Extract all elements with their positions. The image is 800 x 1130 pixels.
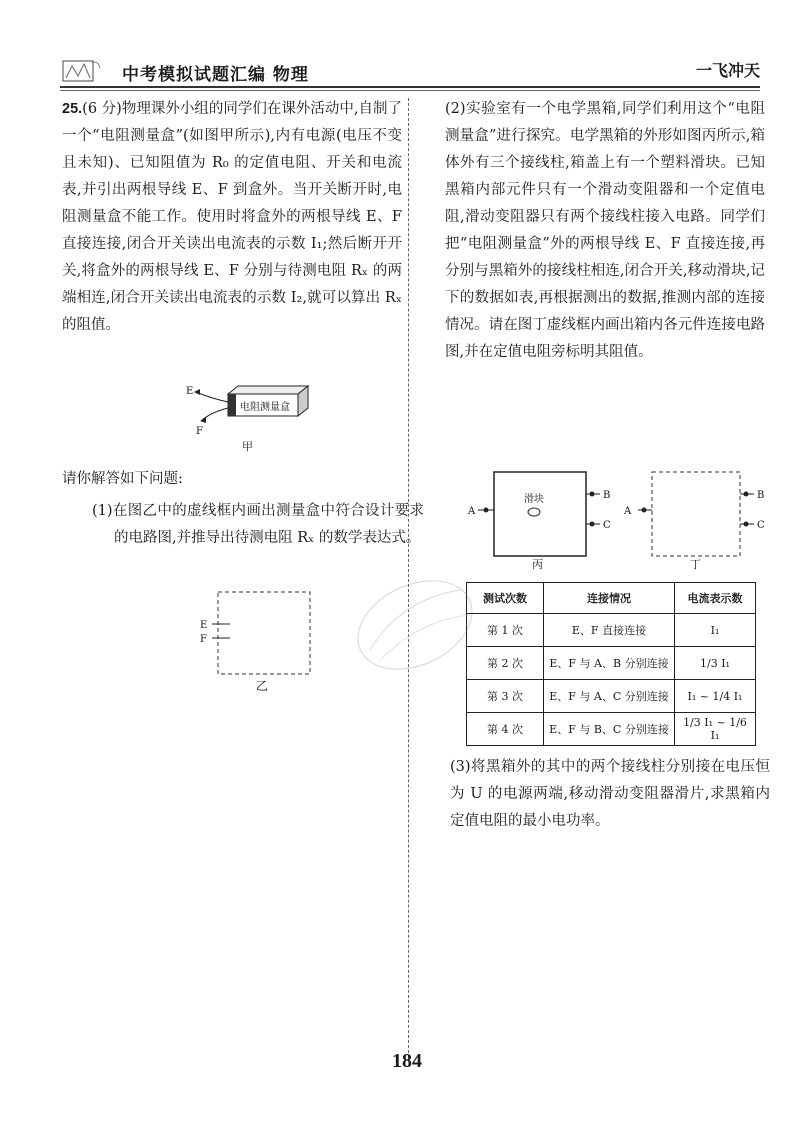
question-part-1: (1)在图乙中的虚线框内画出测量盒中符合设计要求的电路图,并推导出待测电阻 Rₓ 的数学表达式。 <box>92 503 424 546</box>
header-rule-thin <box>60 90 760 91</box>
question-number: 25. <box>62 101 83 117</box>
table-row <box>467 680 756 713</box>
cell-connection: E、F 与 A、C 分别连接 <box>544 680 675 713</box>
bing-term-c: C <box>603 520 611 531</box>
header-current: 电流表示数 <box>675 583 756 614</box>
yi-wire-f: F <box>200 634 207 645</box>
question-intro <box>62 96 402 339</box>
cell-connection: E、F 与 A、B 分别连接 <box>544 647 675 680</box>
ding-term-b: B <box>757 490 765 501</box>
wire-f-label: F <box>196 426 203 437</box>
bing-term-b: B <box>603 490 611 501</box>
ding-term-a: A <box>624 506 632 517</box>
header-rule <box>60 86 760 88</box>
cell-trial: 第 3 次 <box>467 680 544 713</box>
figure-jia-caption: 甲 <box>242 440 253 453</box>
figure-bing-caption: 丙 <box>532 558 543 570</box>
question-intro-text: (6 分)物理课外小组的同学们在课外活动中,自制了一个“电阻测量盒”(如图甲所示),内有电源(电压不变且未知)、已知阻值为 R₀ 的定值电阻、开关和电流表,并引出两根导线 E、F 到盒外。当开关断开时,电阻测量盒不能工作。使用时将盒外的两根导线 E、F 直接连接,闭合开关读出电流表的示数 I₁;然后断开开关,将盒外的两根导线 E、F 分别与待测电阻 Rₓ 的两端相连,闭合开关读出电流表的示数 I₂,就可以算出 Rₓ 的阻值。 <box>62 101 402 333</box>
page-header <box>62 56 362 86</box>
cell-trial: 第 2 次 <box>467 647 544 680</box>
box-label: 电阻测量盒 <box>240 402 290 413</box>
header-connection: 连接情况 <box>544 583 675 614</box>
measurement-table <box>466 582 756 746</box>
ding-term-c: C <box>757 520 765 531</box>
slider-label: 滑块 <box>524 494 544 505</box>
question-prompt: 请你解答如下问题: <box>62 471 183 487</box>
table-row <box>467 647 756 680</box>
cell-current: 1/3 I₁ ~ 1/6 I₁ <box>675 713 756 746</box>
table-row <box>467 614 756 647</box>
yi-wire-e: E <box>200 620 208 631</box>
watermark-stamp <box>340 560 490 690</box>
figure-yi <box>198 588 318 694</box>
cell-connection: E、F 直接连接 <box>544 614 675 647</box>
figure-bing <box>466 470 616 570</box>
figure-yi-caption: 乙 <box>256 679 269 693</box>
cell-connection: E、F 与 B、C 分别连接 <box>544 713 675 746</box>
cell-trial: 第 1 次 <box>467 614 544 647</box>
cell-current: 1/3 I₁ <box>675 647 756 680</box>
logo-icon <box>62 58 102 84</box>
bing-term-a: A <box>468 506 476 517</box>
table-row <box>467 713 756 746</box>
figure-ding <box>620 470 770 570</box>
cell-trial: 第 4 次 <box>467 713 544 746</box>
table-header-row <box>467 583 756 614</box>
cell-current: I₁ ~ 1/4 I₁ <box>675 680 756 713</box>
question-part-3: (3)将黑箱外的其中的两个接线柱分别接在电压恒为 U 的电源两端,移动滑动变阻器滑片,求黑箱内定值电阻的最小电功率。 <box>450 759 770 829</box>
header-trial: 测试次数 <box>467 583 544 614</box>
cell-current: I₁ <box>675 614 756 647</box>
book-title: 中考模拟试题汇编 物理 <box>122 65 309 85</box>
figure-ding-caption: 丁 <box>690 558 701 570</box>
header-slogan: 一飞冲天 <box>695 61 760 80</box>
slider-knob <box>528 508 540 516</box>
question-part-2: (2)实验室有一个电学黑箱,同学们利用这个“电阻测量盒”进行探究。电学黑箱的外形如图丙所示,箱体外有三个接线柱,箱盖上有一个塑料滑块。已知黑箱内部元件只有一个滑动变阻器和一个定值电阻,滑动变阻器只有两个接线柱接入电路。同学们把“电阻测量盒”外的两根导线 E、F 直接连接,再分别与黑箱外的接线柱相连,闭合开关,移动滑块,记下的数据如表,再根据测出的数据,推测内部的连接情况。请在图丁虚线框内画出箱内各元件连接电路图,并在定值电阻旁标明其阻值。 <box>445 101 765 360</box>
wire-e-label: E <box>186 386 194 397</box>
figure-jia <box>180 384 320 454</box>
page-number: 184 <box>392 1050 422 1072</box>
